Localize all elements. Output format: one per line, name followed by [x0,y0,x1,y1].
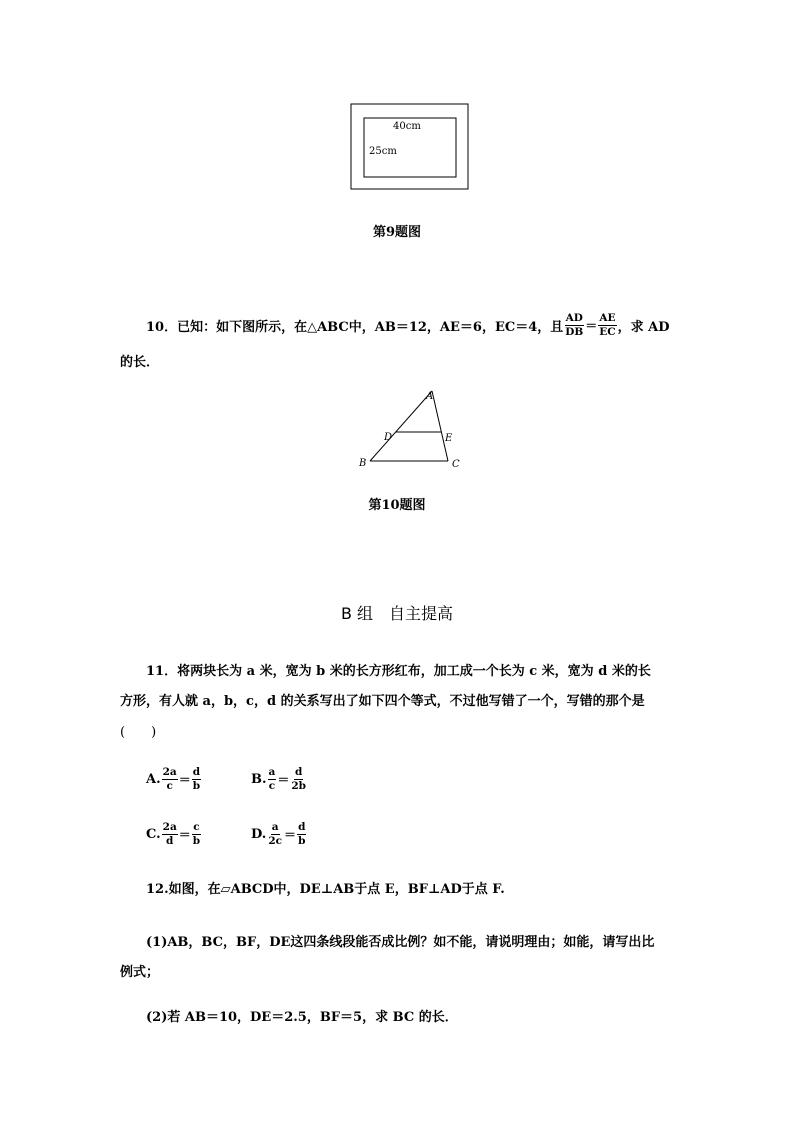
q10-text-after: ，求 AD [617,319,670,335]
q10-eq: ＝ [585,318,598,333]
option-b-num2: d [295,766,303,779]
q11-option-c[interactable] [146,816,202,852]
q11-option-d[interactable] [251,816,307,852]
label-D: D [384,432,393,443]
option-c-num2: c [193,821,200,834]
q12-part1-line1: (1)AB，BC，BF，DE这四条线段能否成比例？如不能，请说明理由；如能，请写出比 [146,935,655,950]
option-c-eq: ＝ [178,827,191,842]
q10-frac2-den: EC [599,325,616,338]
label-C: C [452,459,460,470]
section-title: B 组 自主提高 [340,604,454,623]
option-c-num1: 2a [162,821,177,834]
q10-frac1-num: AD [565,312,583,325]
option-c-letter: C. [146,826,161,842]
figure-10-triangle [355,385,465,475]
option-d-num1: a [271,821,279,834]
side-AB [370,391,432,461]
label-E: E [445,433,453,444]
option-b-eq: ＝ [277,772,290,787]
q10-line1 [146,307,670,343]
option-d-den1: 2c [268,834,283,847]
option-c-den2: b [192,834,201,847]
option-a-den2: b [192,779,201,792]
q11-answer-bracket: ( ) [120,725,157,740]
q11-line2: 方形，有人就 a，b，c，d 的关系写出了如下四个等式，不过他写错了一个，写错的那个是 [120,694,645,709]
q10-text-before: 10．已知：如下图所示，在△ABC中，AB＝12，AE＝6，EC＝4，且 [146,319,564,335]
option-b-den2: 2b [291,779,306,792]
fig9-height-label: 25cm [369,146,397,157]
label-B: B [359,458,367,469]
option-a-num1: 2a [162,766,177,779]
option-c-den1: d [166,834,174,847]
option-a-letter: A. [146,771,161,787]
option-d-eq: ＝ [284,827,297,842]
option-a-den1: c [166,779,173,792]
q12-part2: (2)若 AB＝10，DE＝2.5，BF＝5，求 BC 的长． [146,1010,458,1025]
option-d-den2: b [298,834,306,847]
fig10-caption: 第10题图 [368,498,426,513]
fig9-caption: 第9题图 [372,225,422,240]
option-a-eq: ＝ [178,772,191,787]
option-b-num1: a [268,766,276,779]
label-A: A [426,391,434,402]
side-AC [432,391,448,461]
option-b-letter: B. [251,771,267,787]
figure-9-frame [350,103,470,191]
option-d-letter: D. [251,826,267,842]
option-a-num2: d [192,766,201,779]
q10-line2: 的长． [120,355,160,370]
q10-frac1 [564,312,584,337]
q10-frac2 [598,312,616,337]
q10-frac2-num: AE [599,312,616,325]
option-b-den1: c [268,779,276,792]
q11-line1: 11．将两块长为 a 米，宽为 b 米的长方形红布，加工成一个长为 c 米，宽为 d 米的长 [146,664,651,679]
q10-frac1-den: DB [565,325,584,338]
q11-option-a[interactable] [146,761,202,797]
q11-option-b[interactable] [251,761,308,797]
q12-part1-line2: 例式； [120,965,160,980]
option-d-num2: d [298,821,306,834]
q12-stem: 12.如图，在▱ABCD中，DE⊥AB于点 E，BF⊥AD于点 F. [146,882,505,897]
fig9-width-label: 40cm [393,121,421,132]
